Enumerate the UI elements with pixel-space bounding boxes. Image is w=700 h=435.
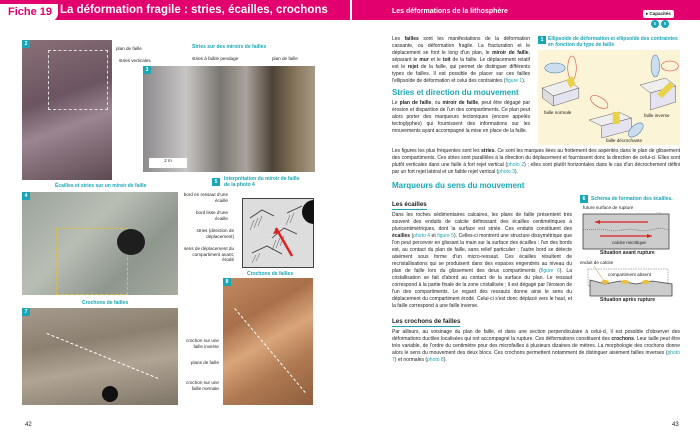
text-run: Le [392, 100, 400, 106]
caption-photo-7: Crochons de failles [82, 300, 129, 306]
bold-term: plan de faille [399, 100, 432, 106]
heading-stries: Stries et direction du mouvement [392, 88, 519, 97]
label-plan-de-faille: plan de faille [116, 46, 142, 51]
figure-1 [538, 36, 680, 146]
text-run: ( [410, 233, 414, 239]
label-apres-rupture: Situation après rupture [600, 297, 656, 303]
figure-reference-link[interactable]: photo 2 [507, 162, 525, 168]
capacites-tag[interactable]: ▸ Capacités [643, 10, 674, 18]
text-run: , ou [431, 100, 443, 106]
label-future-surface: future surface de rupture [583, 205, 634, 210]
label-sens-deplacement: sens de déplacement du compartiment avant, érodé [183, 246, 234, 263]
lens-cap [102, 386, 118, 402]
scale-bar: 2 m [149, 158, 187, 168]
photo-number: 8 [223, 278, 231, 286]
bold-term: miroir de faille [492, 50, 529, 56]
caption-photo-8: Crochons de failles [247, 271, 294, 277]
photo-8 [223, 278, 313, 405]
label-faille-decrochante: faille décrochante [606, 138, 643, 143]
label-stries-faible-pendage: stries à faible pendage [192, 56, 239, 61]
label-avant-rupture: Situation avant rupture [600, 250, 655, 256]
bold-term: mur [419, 57, 429, 63]
fault-line [47, 333, 159, 379]
figure-reference-link[interactable]: photo 8 [427, 357, 444, 363]
text-run: Dans les roches sédimentaires calcaires, les plans de faille présentent très souvent des enduits de calcite définissant des écailles centimétriques à pluricentimétriques, dont la surface est striée. Ces enduits constituent des [392, 212, 572, 232]
label-plans-de-faille: plans de faille [190, 360, 219, 365]
page-title: La déformation fragile : stries, écailles, crochons [60, 4, 328, 16]
text-run: Les [392, 36, 405, 42]
label-compartiment-absent: compartiment absent [608, 272, 651, 277]
text-run: . Leur taille peut être très variable, de l'ordre du centimètre pour des microfailles à plusieurs dizaines de mètres. La morphologie des crochons donne alors le sens du mouvement des deux blocs. Ces crochons permettent notamment de distinguer aisément failles inverses ( [392, 336, 680, 356]
bold-term: failles [404, 36, 419, 42]
bold-term: crochons [611, 336, 634, 342]
figure-6 [580, 195, 680, 305]
text-run: et [430, 233, 438, 239]
label-crochon-normale: crochon sur une faille normale [186, 380, 219, 391]
label-bord-ressaut: bord en ressaut d'une écaille [183, 192, 228, 203]
label-crochon-inverse: crochon sur une faille inverse [186, 338, 219, 349]
bold-term: miroir de faille [442, 100, 479, 106]
label-faille-normale: faille normale [544, 110, 572, 115]
caption-photo-4: Écailles et stries sur un miroir de faille [55, 183, 147, 189]
bold-term: toit [442, 57, 451, 63]
page-number: 42 [25, 422, 32, 428]
section-title: Les déformations de la lithosphère [392, 8, 508, 15]
label-calcite: calcite micritique [612, 240, 646, 245]
figure-number: 5 [212, 178, 220, 186]
caption-photo-3: Stries sur des miroirs de failles [192, 44, 267, 50]
figure-5-diagram [242, 198, 314, 268]
capacite-badge[interactable]: 6 [661, 20, 669, 28]
label-enduit-calcite: enduit de calcite [580, 260, 614, 265]
right-text-column [392, 36, 680, 364]
figure-reference-link[interactable]: photo 3 [498, 169, 515, 175]
label-stries-verticales: stries verticales [119, 58, 151, 63]
paragraph-stries [392, 148, 680, 176]
fault-plane-outline [48, 50, 108, 110]
figure-1-diagram [538, 50, 680, 145]
photo-number: 4 [22, 192, 30, 200]
photo-number: 7 [22, 308, 30, 316]
figure-1-panel [538, 50, 680, 145]
text-run: et le [428, 57, 443, 63]
bold-term: écailles [392, 233, 411, 239]
text-run: ). La cristallisation se fait d'abord au contact de la surface du plan. Le ressaut correspond à la partie finale de la zone cristallisée ; il est dégagé par l'érosion de l'un des compartiments. Le regard des ressauts donne ainsi le sens du déplacement du compartiment érodé. Celui-ci s'est donc déplacé vers le haut, et la faille correspond à une faille inverse. [392, 268, 572, 309]
page-number: 43 [672, 422, 679, 428]
text-run: ). [514, 169, 518, 175]
text-run: , peut être dégagé par érosion et disparition de l'un des compartiments. Ce plan peut alors porter des marqueurs tectoniques (encore appelés tectoglyphes) qui fournissent des informations sur les mouvements ayant accompagné la mise en place de la faille. [392, 100, 530, 134]
photo-number: 3 [143, 66, 151, 74]
text-run: sont les manifestations de la déformation cassante, ou déformation fragile. La fracturation et le déplacement se font le long d'un plan, le [392, 36, 530, 56]
capacite-badge[interactable]: 5 [651, 20, 659, 28]
text-run: de la faille, qui permet de distinguer différents types de failles. Il est possible de placer sur ces failles l'ellipsoïde de déformation et celui des contraintes ( [392, 64, 530, 84]
bold-term: rejet [407, 64, 419, 70]
text-run: . Ce sont les marques liées au frottement des aspérités dans le plan de glissement des compartiments. Ces stries sont parallèles à la direction du déplacement et fournissent donc la direction de celui-ci. Elles sont plutôt verticales dans une faille à fort rejet vertical ( [392, 148, 680, 168]
fault-line [234, 308, 305, 393]
heading-marqueurs: Marqueurs du sens du mouvement [392, 181, 525, 190]
heading-crochons: Les crochons de failles [392, 318, 461, 325]
heading-ecailles: Les écailles [392, 201, 427, 208]
figure-reference-link[interactable]: photo 7 [392, 350, 680, 363]
text-run: ). Celles-ci montrent une structure dissymétrique que l'on peut percevoir en glissant la main sur la surface des écailles : l'un des bords est, au contact du plan de faille, sans relief particulier ; l'autre bord se détecte aisément sous forme d'un micro-ressaut. Ces écailles résultent de recristallisations qui se produisent dans des espaces engendrés au niveau du plan de faille lors du glissement des deux compartiments ( [392, 233, 572, 274]
caption-figure-1: Ellipsoïde de déformation et ellipsoïde des contraintes en fonction du type de faille [548, 36, 678, 48]
figure-number: 1 [538, 36, 546, 44]
photo-2 [22, 40, 112, 180]
label-plan-de-faille: plan de faille [272, 56, 298, 61]
photo-7 [22, 308, 178, 405]
caption-figure-5: Interprétation du miroir de faille de la photo 4 [224, 176, 300, 188]
figure-number: 6 [580, 195, 588, 203]
text-run: ). [443, 357, 447, 363]
figure-reference-link[interactable]: figure 5 [437, 233, 455, 239]
label-bord-lisse: bord lisse d'une écaille [195, 210, 228, 221]
bold-term: stries [481, 148, 495, 154]
text-run: Par ailleurs, au voisinage du plan de faille, et dans une section perpendiculaire à celui-ci, il est possible d'observer des déformations ductiles localisées qui ont accompagné la rupture. Ces déformations constituent des [392, 329, 680, 342]
photo-4 [22, 192, 178, 295]
text-run: , séparant le [392, 50, 530, 63]
label-faille-inverse: faille inverse [644, 113, 670, 118]
label-stries: stries (direction de déplacement) [196, 228, 234, 239]
text-run: ) et normales ( [394, 357, 428, 363]
figure-reference-link[interactable]: figure 6 [540, 268, 560, 274]
text-run: de la faille. Le déplacement relatif est le [392, 57, 530, 70]
paragraph-crochons [392, 329, 680, 364]
figure-reference-link[interactable]: photo 4 [413, 233, 431, 239]
text-run: ). [522, 78, 526, 84]
text-run: Les figures les plus fréquentes sont les [392, 148, 482, 154]
lens-cap [117, 229, 145, 255]
text-run: ) ; elles sont plutôt horizontales dans le cas d'un décrochement défini par un fort rejet latéral et un faible rejet vertical ( [392, 162, 680, 175]
photo-number: 2 [22, 40, 30, 48]
photo-3 [143, 66, 315, 172]
fiche-label: Fiche 19 [0, 4, 58, 22]
figure-reference-link[interactable]: figure 1 [505, 78, 523, 84]
caption-figure-6: Schéma de formation des écailles. [591, 196, 673, 202]
